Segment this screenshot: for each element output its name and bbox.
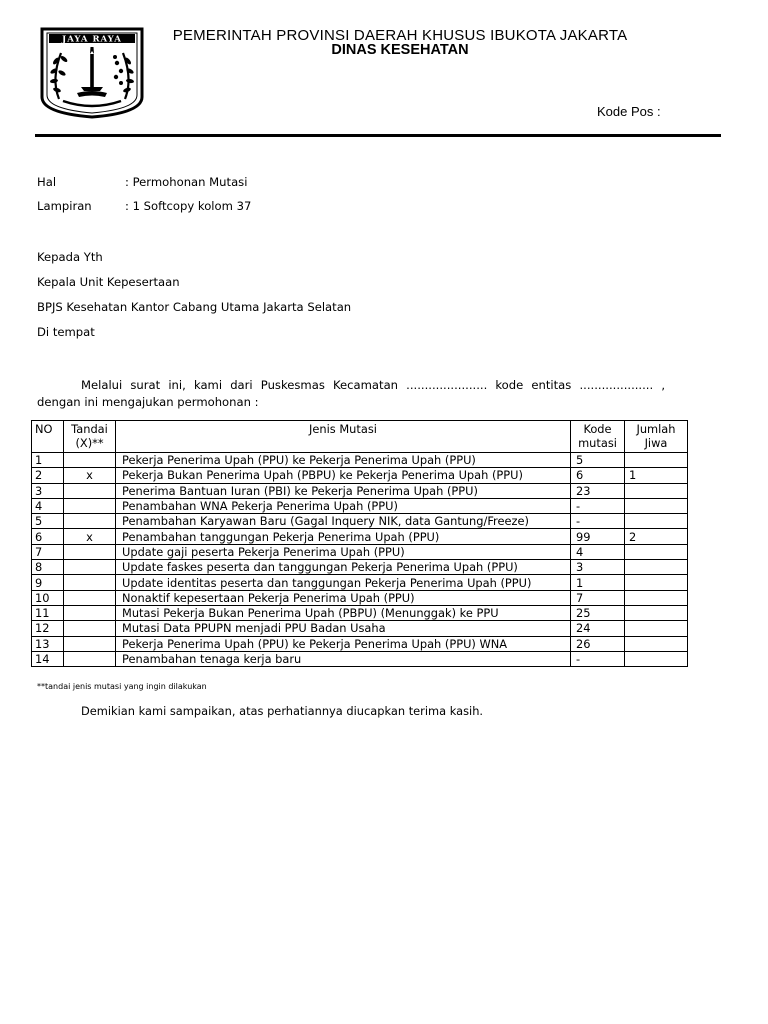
row-number: 1: [32, 453, 64, 468]
row-mark: [64, 636, 116, 651]
row-kode-mutasi: -: [571, 514, 625, 529]
attachment-value: : 1 Softcopy kolom 37: [125, 199, 252, 213]
row-number: 5: [32, 514, 64, 529]
row-number: 6: [32, 529, 64, 544]
row-kode-mutasi: 5: [571, 453, 625, 468]
row-number: 12: [32, 621, 64, 636]
closing-sentence: Demikian kami sampaikan, atas perhatiannya diucapkan terima kasih.: [81, 704, 484, 718]
mutation-table: [31, 420, 688, 667]
row-jenis-mutasi: Penerima Bantuan Iuran (PBI) ke Pekerja Penerima Upah (PPU): [116, 483, 571, 498]
row-jenis-mutasi: Penambahan WNA Pekerja Penerima Upah (PPU): [116, 498, 571, 513]
row-kode-mutasi: 23: [571, 483, 625, 498]
table-row: [32, 544, 688, 559]
row-jumlah-jiwa: [625, 453, 688, 468]
row-mark: [64, 621, 116, 636]
row-mark: [64, 651, 116, 666]
intro-paragraph-line-2: dengan ini mengajukan permohonan :: [37, 395, 259, 409]
row-mark: [64, 590, 116, 605]
recipient-line-3: BPJS Kesehatan Kantor Cabang Utama Jakarta Selatan: [37, 300, 352, 314]
table-row: [32, 590, 688, 605]
attachment-label: Lampiran: [37, 199, 92, 213]
header-agency-name: DINAS KESEHATAN: [331, 42, 469, 58]
row-mark: x: [64, 468, 116, 483]
row-number: 10: [32, 590, 64, 605]
row-mark: [64, 575, 116, 590]
row-jumlah-jiwa: [625, 483, 688, 498]
header-jenis-mutasi: [116, 421, 571, 453]
intro-word: Melalui: [81, 378, 123, 392]
row-kode-mutasi: 4: [571, 544, 625, 559]
row-kode-mutasi: 99: [571, 529, 625, 544]
row-jumlah-jiwa: 2: [625, 529, 688, 544]
row-mark: x: [64, 529, 116, 544]
intro-word: entitas: [531, 378, 572, 392]
intro-word: dari: [230, 378, 253, 392]
row-jenis-mutasi: Pekerja Penerima Upah (PPU) ke Pekerja Penerima Upah (PPU) WNA: [116, 636, 571, 651]
header-jiwa-subtext: Jiwa: [644, 436, 668, 450]
jaya-raya-emblem-logo: [37, 27, 147, 119]
row-jumlah-jiwa: [625, 498, 688, 513]
intro-word: kode: [495, 378, 524, 392]
row-mark: [64, 605, 116, 620]
row-jenis-mutasi: Update identitas peserta dan tanggungan Pekerja Penerima Upah (PPU): [116, 575, 571, 590]
row-number: 4: [32, 498, 64, 513]
row-mark: [64, 514, 116, 529]
row-jenis-mutasi: Penambahan tanggungan Pekerja Penerima Upah (PPU): [116, 529, 571, 544]
row-kode-mutasi: -: [571, 651, 625, 666]
recipient-line-2: Kepala Unit Kepesertaan: [37, 275, 180, 289]
row-jenis-mutasi: Penambahan tenaga kerja baru: [116, 651, 571, 666]
recipient-line-1: Kepada Yth: [37, 250, 103, 264]
intro-word: ini,: [168, 378, 186, 392]
table-row: [32, 651, 688, 666]
postal-code-label: Kode Pos :: [597, 104, 661, 119]
header-kode-subtext: mutasi: [578, 436, 617, 450]
table-footnote: **tandai jenis mutasi yang ingin dilakukan: [37, 682, 207, 691]
intro-blank-entitas: ....................: [579, 378, 654, 392]
row-jenis-mutasi: Penambahan Karyawan Baru (Gagal Inquery NIK, data Gantung/Freeze): [116, 514, 571, 529]
row-jumlah-jiwa: [625, 560, 688, 575]
row-jenis-mutasi: Mutasi Pekerja Bukan Penerima Upah (PBPU) (Menunggak) ke PPU: [116, 605, 571, 620]
row-number: 7: [32, 544, 64, 559]
row-number: 8: [32, 560, 64, 575]
header-government-name: PEMERINTAH PROVINSI DAERAH KHUSUS IBUKOTA JAKARTA: [172, 27, 628, 44]
row-jumlah-jiwa: [625, 575, 688, 590]
row-kode-mutasi: 1: [571, 575, 625, 590]
row-jumlah-jiwa: [625, 514, 688, 529]
row-jumlah-jiwa: [625, 636, 688, 651]
header-tandai-subtext: (X)**: [75, 436, 104, 450]
row-number: 14: [32, 651, 64, 666]
table-row: [32, 453, 688, 468]
row-mark: [64, 453, 116, 468]
row-jumlah-jiwa: 1: [625, 468, 688, 483]
row-mark: [64, 560, 116, 575]
row-jenis-mutasi: Mutasi Data PPUPN menjadi PPU Badan Usaha: [116, 621, 571, 636]
header-kode-mutasi: [571, 421, 625, 453]
header-kode-text: Kode: [583, 422, 612, 436]
header-jenis-text: Jenis Mutasi: [309, 422, 377, 436]
row-jenis-mutasi: Pekerja Penerima Upah (PPU) ke Pekerja Penerima Upah (PPU): [116, 453, 571, 468]
table-row: [32, 605, 688, 620]
table-row: [32, 636, 688, 651]
row-mark: [64, 544, 116, 559]
row-number: 2: [32, 468, 64, 483]
intro-blank-kecamatan: ......................: [406, 378, 488, 392]
subject-label: Hal: [37, 175, 57, 189]
row-mark: [64, 498, 116, 513]
header-jumlah-jiwa: [625, 421, 688, 453]
svg-text:JAYA RAYA: JAYA RAYA: [62, 34, 122, 45]
table-row: [32, 468, 688, 483]
table-row: [32, 498, 688, 513]
intro-word: Puskesmas: [260, 378, 325, 392]
table-row: [32, 529, 688, 544]
row-number: 9: [32, 575, 64, 590]
table-header-row: [32, 421, 688, 453]
row-kode-mutasi: 6: [571, 468, 625, 483]
recipient-line-4: Di tempat: [37, 325, 95, 339]
intro-word: Kecamatan: [333, 378, 399, 392]
row-jumlah-jiwa: [625, 544, 688, 559]
row-kode-mutasi: 3: [571, 560, 625, 575]
row-kode-mutasi: -: [571, 498, 625, 513]
table-row: [32, 483, 688, 498]
row-kode-mutasi: 7: [571, 590, 625, 605]
row-kode-mutasi: 24: [571, 621, 625, 636]
row-mark: [64, 483, 116, 498]
intro-word: ,: [661, 378, 665, 392]
header-no: [32, 421, 64, 453]
row-jumlah-jiwa: [625, 621, 688, 636]
header-jiwa-text: Jumlah: [636, 422, 676, 436]
table-row: [32, 560, 688, 575]
table-row: [32, 514, 688, 529]
header-tandai-text: Tandai: [71, 422, 108, 436]
table-row: [32, 575, 688, 590]
row-kode-mutasi: 25: [571, 605, 625, 620]
row-number: 3: [32, 483, 64, 498]
row-number: 11: [32, 605, 64, 620]
intro-word: surat: [130, 378, 161, 392]
table-row: [32, 621, 688, 636]
subject-value: : Permohonan Mutasi: [125, 175, 248, 189]
row-jenis-mutasi: Nonaktif kepesertaan Pekerja Penerima Upah (PPU): [116, 590, 571, 605]
header-no-text: NO: [35, 422, 53, 436]
row-jumlah-jiwa: [625, 605, 688, 620]
row-jenis-mutasi: Update gaji peserta Pekerja Penerima Upah (PPU): [116, 544, 571, 559]
row-jumlah-jiwa: [625, 590, 688, 605]
intro-word: kami: [193, 378, 223, 392]
header-tandai: [64, 421, 116, 453]
row-jenis-mutasi: Update faskes peserta dan tanggungan Pekerja Penerima Upah (PPU): [116, 560, 571, 575]
header-divider: [35, 134, 721, 137]
row-jenis-mutasi: Pekerja Bukan Penerima Upah (PBPU) ke Pekerja Penerima Upah (PPU): [116, 468, 571, 483]
row-kode-mutasi: 26: [571, 636, 625, 651]
row-jumlah-jiwa: [625, 651, 688, 666]
intro-paragraph-line-1: [81, 378, 665, 392]
row-number: 13: [32, 636, 64, 651]
